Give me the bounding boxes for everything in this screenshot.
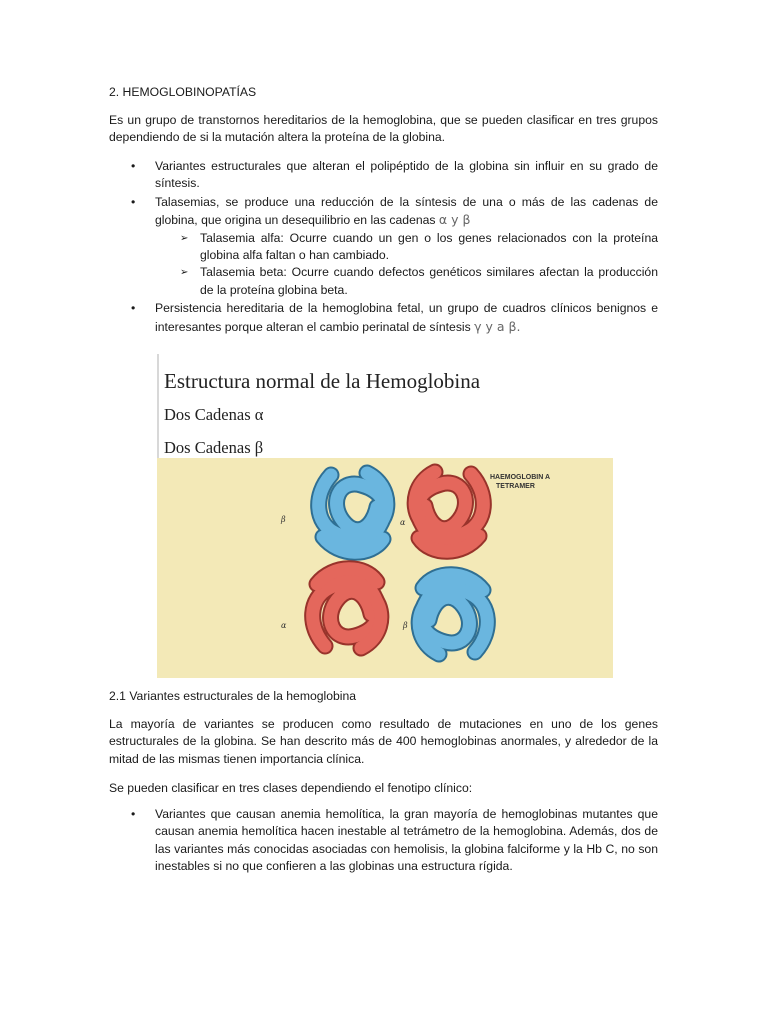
beta-chain-bottom-right: [419, 575, 487, 654]
variants-list: [109, 806, 658, 877]
section-heading: 2. HEMOGLOBINOPATÍAS: [109, 85, 257, 99]
tetramer-illustration: [157, 458, 613, 678]
beta-chain-top-left: [319, 473, 387, 552]
chain-label-beta: β: [403, 621, 408, 630]
sub-list-item: [155, 264, 658, 299]
arrow-bullet-icon: ➢: [180, 232, 189, 244]
figure-line-beta: Dos Cadenas β: [164, 438, 264, 457]
greek-chains: γ y a β.: [474, 318, 521, 334]
figure-divider: [157, 354, 159, 460]
thalassemia-sublist: [155, 230, 658, 300]
sub-list-item-text: Talasemia beta: Ocurre cuando defectos genéticos similares afectan la producción de la proteína globina beta.: [200, 265, 658, 297]
list-item-text: Variantes estructurales que alteran el polipéptido de la globina sin influir en su grado de síntesis.: [155, 159, 658, 191]
list-item-text: Talasemias, se produce una reducción de la síntesis de una o más de las cadenas de globina, que origina un desequilibrio en las cadenas: [155, 194, 658, 228]
bullet-icon: •: [131, 807, 136, 821]
variants-paragraph: La mayoría de variantes se producen como resultado de mutaciones en uno de los genes estructurales de la globina. Se han descrito más de 400 hemoglobinas anormales, y alrededor de la mitad de las mismas tienen importancia clínica.: [109, 717, 658, 766]
hemoglobin-tetramer-image: [157, 458, 613, 678]
chain-label-alpha: α: [281, 621, 287, 630]
classes-paragraph: Se pueden clasificar en tres clases dependiendo el fenotipo clínico:: [109, 781, 473, 795]
list-item: [109, 158, 658, 193]
arrow-bullet-icon: ➢: [180, 267, 189, 279]
subsection-heading: 2.1 Variantes estructurales de la hemoglobina: [109, 689, 357, 703]
alpha-chain-top-right: [415, 472, 483, 551]
list-item: [109, 806, 658, 876]
bullet-icon: •: [131, 301, 136, 316]
figure-line-alpha: Dos Cadenas α: [164, 405, 264, 424]
bullet-icon: •: [131, 159, 136, 173]
chain-label-alpha: α: [400, 518, 406, 527]
sub-list-item: [155, 230, 658, 265]
bullet-icon: •: [131, 194, 136, 209]
intro-paragraph: Es un grupo de transtornos hereditarios de la hemoglobina, que se pueden clasificar en tres grupos dependiendo de si la mutación altera la proteína de la globina.: [109, 113, 658, 145]
hemoglobin-figure: [157, 354, 613, 678]
chain-label-beta: β: [281, 515, 286, 524]
image-label-line1: HAEMOGLOBIN A: [490, 474, 551, 481]
figure-title: Estructura normal de la Hemoglobina: [164, 369, 481, 393]
alpha-chain-bottom-left: [313, 569, 381, 648]
list-item: [109, 300, 658, 336]
list-item-text: Persistencia hereditaria de la hemoglobina fetal, un grupo de cuadros clínicos benignos e interesantes porque alteran el cambio perinatal de síntesis: [155, 301, 658, 334]
sub-list-item-text: Talasemia alfa: Ocurre cuando un gen o los genes relacionados con la proteína globina alfa faltan o han cambiado.: [200, 230, 658, 263]
list-item: [109, 194, 658, 299]
greek-chains: α y β: [438, 212, 471, 228]
image-label-line2: TETRAMER: [496, 483, 535, 490]
list-item-text: Variantes que causan anemia hemolítica, la gran mayoría de hemoglobinas mutantes que causan anemia hemolítica hacen inestable al tetrámetro de la hemoglobina. Además, dos de las variantes más conocidas asociadas con hemolisis, la globina falciforme y la Hb C, no son inestables si no que confieren a las globinas una estructura rígida.: [155, 807, 658, 874]
hemoglobinopathy-list: [109, 158, 658, 337]
